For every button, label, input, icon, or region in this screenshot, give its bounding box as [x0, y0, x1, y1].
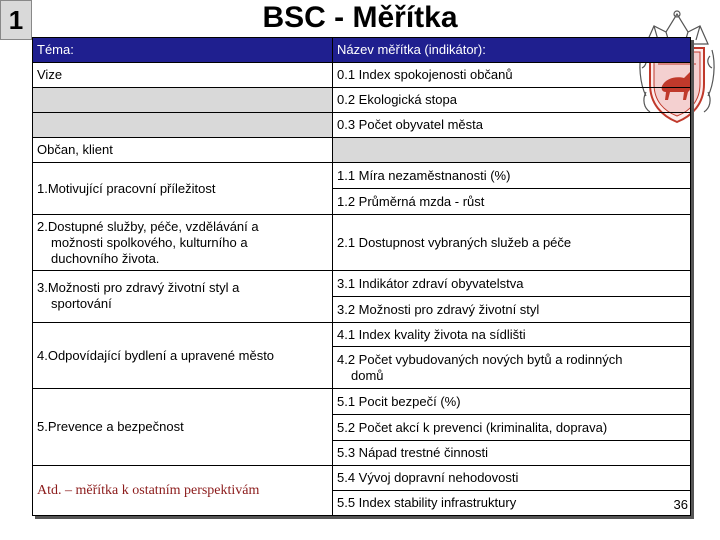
empty-cell — [33, 88, 333, 113]
empty-cell — [33, 113, 333, 138]
measures-table — [32, 37, 691, 516]
measure-cell: 0.1 Index spokojenosti občanů — [333, 63, 691, 88]
theme-label: 1.Motivující pracovní příležitost — [33, 163, 333, 215]
measure-cell: 1.1 Míra nezaměstnanosti (%) — [333, 163, 691, 189]
measure-cell: 0.3 Počet obyvatel města — [333, 113, 691, 138]
theme-label: 3.Možnosti pro zdravý životní styl a sportování — [33, 271, 333, 323]
measure-cell: 3.2 Možnosti pro zdravý životní styl — [333, 297, 691, 323]
section-label: Občan, klient — [33, 138, 333, 163]
theme-label: 4.Odpovídající bydlení a upravené město — [33, 323, 333, 389]
measure-cell: 5.5 Index stability infrastruktury — [333, 491, 691, 516]
empty-cell — [333, 138, 691, 163]
theme-header: Téma: — [33, 38, 333, 63]
measure-cell: 5.1 Pocit bezpečí (%) — [333, 389, 691, 415]
measure-cell: 1.2 Průměrná mzda - růst — [333, 189, 691, 215]
slide-number: 1 — [0, 0, 32, 40]
measure-cell: 5.2 Počet akcí k prevenci (kriminalita, doprava) — [333, 415, 691, 441]
vize-label: Vize — [33, 63, 333, 88]
measure-cell: 2.1 Dostupnost vybraných služeb a péče — [333, 215, 691, 271]
theme-label: 2.Dostupné služby, péče, vzdělávání a možnosti spolkového, kulturního a duchovního života. — [33, 215, 333, 271]
measure-cell: 4.2 Počet vybudovaných nových bytů a rodinných domů — [333, 347, 691, 389]
measure-header: Název měřítka (indikátor): — [333, 38, 691, 63]
measure-cell: 5.3 Nápad trestné činnosti — [333, 441, 691, 466]
page-title: BSC - Měřítka — [262, 1, 458, 34]
measure-cell: 4.1 Index kvality života na sídlišti — [333, 323, 691, 347]
measure-cell: 3.1 Indikátor zdraví obyvatelstva — [333, 271, 691, 297]
measure-cell: 5.4 Vývoj dopravní nehodovosti — [333, 466, 691, 491]
theme-label: 5.Prevence a bezpečnost — [33, 389, 333, 466]
page-number: 36 — [673, 497, 688, 512]
measure-cell: 0.2 Ekologická stopa — [333, 88, 691, 113]
footer-note: Atd. – měřítka k ostatním perspektivám — [33, 466, 333, 516]
